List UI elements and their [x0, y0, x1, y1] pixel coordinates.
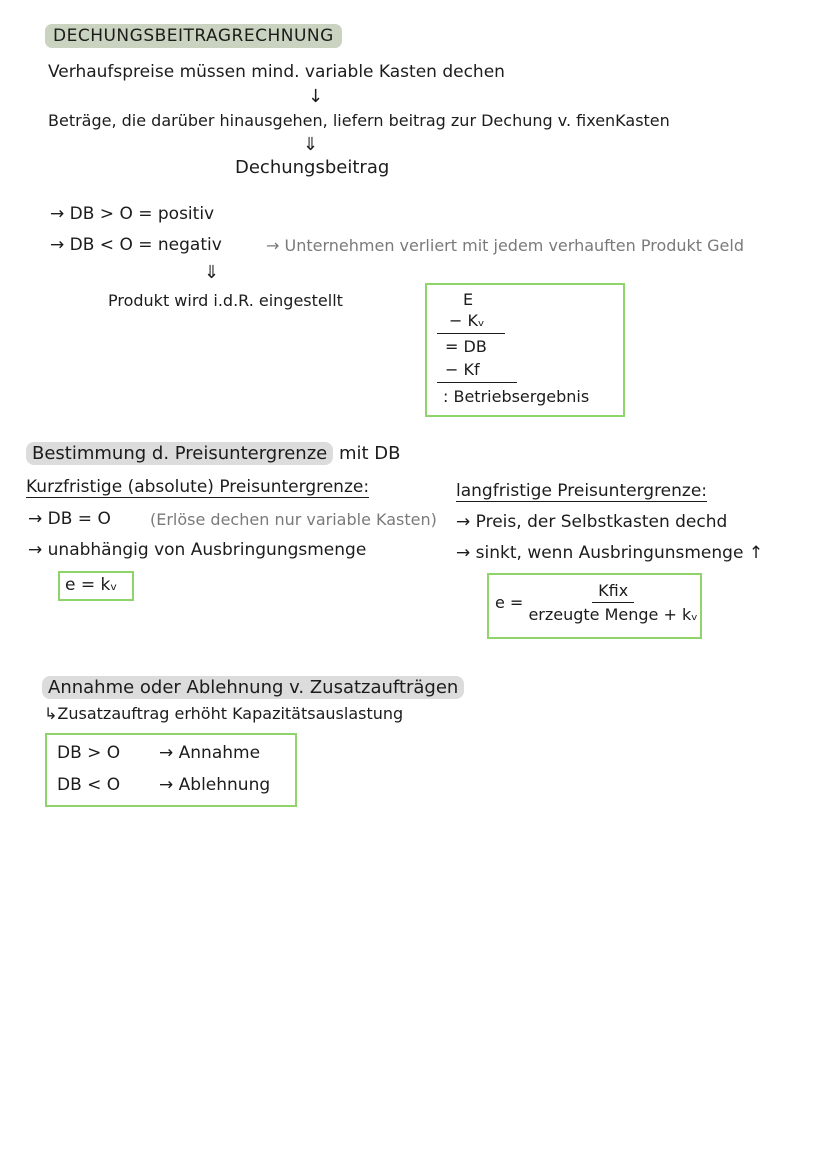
double-arrow-icon-2: ⇓	[204, 262, 220, 283]
scheme-divider-1	[437, 333, 505, 334]
scheme-db: = DB	[445, 337, 487, 356]
calculation-scheme-box	[425, 283, 625, 417]
price-floor-title-highlight: Bestimmung d. Preisuntergrenze	[26, 442, 333, 465]
long-term-fraction	[528, 581, 697, 624]
short-term-bullet-1: → DB = O	[28, 509, 111, 529]
double-arrow-icon: ⇓	[303, 134, 319, 155]
decision-row-1-condition: DB > O	[57, 743, 121, 763]
scheme-operating-result: : Betriebsergebnis	[443, 387, 590, 406]
decision-row-2-condition: DB < O	[57, 775, 121, 795]
contribution-line: Beträge, die darüber hinausgehen, liefern beitrag zur Dechung v. fixenKasten	[48, 111, 670, 130]
product-discontinued: Produkt wird i.d.R. eingestellt	[108, 291, 343, 310]
negative-note: → Unternehmen verliert mit jedem verhauften Produkt Geld	[266, 236, 744, 255]
fraction-denominator: erzeugte Menge + kᵥ	[528, 605, 698, 624]
long-term-bullet-2: → sinkt, wenn Ausbringunsmenge ↑	[456, 543, 764, 563]
short-term-formula: e = kᵥ	[65, 575, 118, 595]
decision-row-1-result: → Annahme	[159, 743, 261, 763]
scheme-variable-costs: − Kᵥ	[449, 311, 485, 330]
bullet-db-negative: → DB < O = negativ	[50, 235, 222, 255]
deckungsbeitrag-result: Dechungsbeitrag	[235, 157, 390, 178]
fraction-numerator: Kfix	[592, 581, 634, 603]
long-term-formula	[495, 581, 698, 624]
section-title-additional-orders: Annahme oder Ablehnung v. Zusatzaufträgen	[42, 676, 464, 699]
intro-line: Verhaufspreise müssen mind. variable Kasten dechen	[48, 62, 505, 82]
additional-orders-subtitle: ↳Zusatzauftrag erhöht Kapazitätsauslastung	[44, 704, 404, 723]
long-term-bullet-1: → Preis, der Selbstkasten dechd	[456, 512, 728, 532]
decision-row-2-result: → Ablehnung	[159, 775, 271, 795]
scheme-revenue: E	[463, 290, 474, 309]
long-term-formula-box	[487, 573, 702, 639]
short-term-heading: Kurzfristige (absolute) Preisuntergrenze:	[26, 477, 370, 497]
scheme-fixed-costs: − Kf	[445, 360, 480, 379]
short-term-bullet-1-note: (Erlöse dechen nur variable Kasten)	[150, 510, 437, 529]
scheme-divider-2	[437, 382, 517, 383]
down-arrow-icon: ↓	[308, 86, 324, 107]
section-title-price-floor	[26, 443, 401, 464]
section-title-deckungsbeitragsrechnung: DECHUNGSBEITRAGRECHNUNG	[45, 24, 342, 48]
short-term-bullet-2: → unabhängig von Ausbringungsmenge	[28, 540, 367, 560]
decision-box	[45, 733, 297, 807]
bullet-db-positive: → DB > O = positiv	[50, 204, 215, 224]
short-term-formula-box	[58, 571, 134, 601]
long-term-heading: langfristige Preisuntergrenze:	[456, 481, 708, 501]
price-floor-title-suffix: mit DB	[338, 443, 401, 464]
long-term-formula-lhs: e =	[495, 593, 524, 612]
